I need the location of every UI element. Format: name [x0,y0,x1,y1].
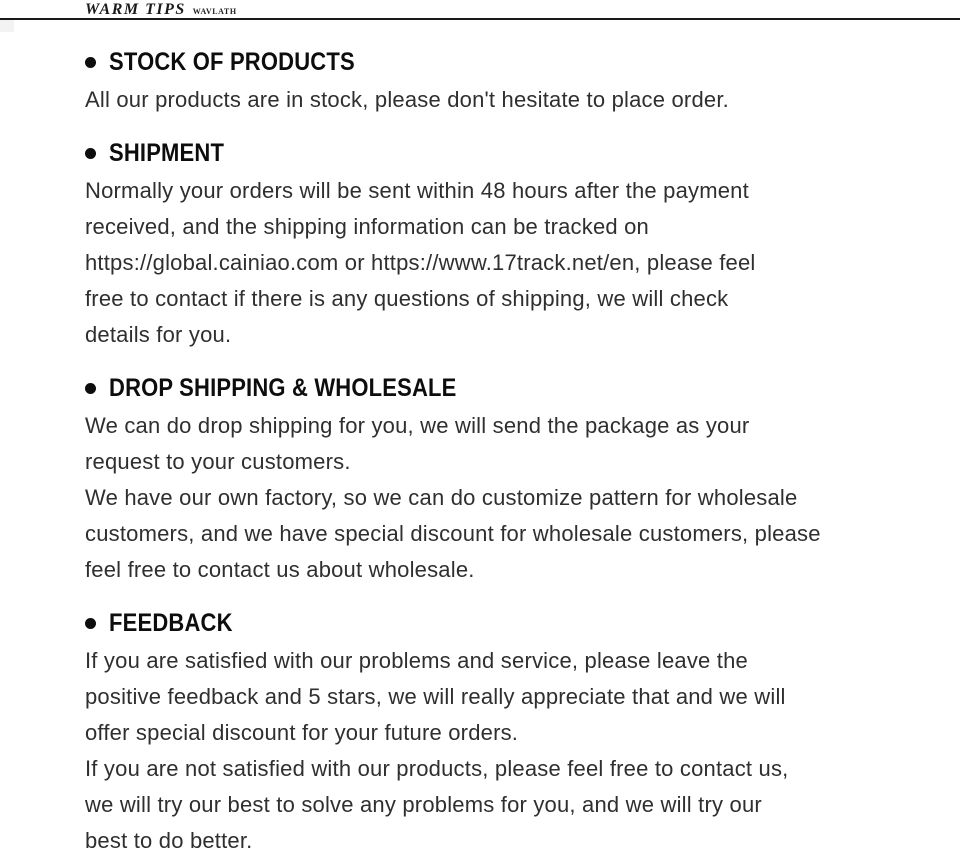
section-paragraph [85,82,945,118]
section-heading: SHIPMENT [109,138,225,167]
text-line: If you are satisfied with our problems and service, please leave the [85,648,748,673]
section-heading-row [85,608,945,638]
text-line: customers, and we have special discount for wholesale customers, please [85,521,821,546]
text-line: All our products are in stock, please don't hesitate to place order. [85,87,729,112]
section-paragraph [85,643,945,751]
section-heading-row [85,47,945,77]
section-heading-row [85,138,945,168]
text-line: we will try our best to solve any problems for you, and we will try our [85,792,762,817]
text-line: If you are not satisfied with our products, please feel free to contact us, [85,756,789,781]
section-stock-of-products [85,47,945,118]
text-line: free to contact if there is any questions of shipping, we will check [85,286,729,311]
section-heading-row [85,373,945,403]
text-line: Normally your orders will be sent within 48 hours after the payment [85,178,749,203]
section-heading: FEEDBACK [109,608,233,637]
section-drop-shipping-wholesale [85,373,945,588]
text-line: details for you. [85,322,232,347]
section-paragraph [85,173,945,353]
text-line: received, and the shipping information can be tracked on [85,214,649,239]
text-line: We have our own factory, so we can do customize pattern for wholesale [85,485,798,510]
section-paragraph [85,480,945,588]
text-line: positive feedback and 5 stars, we will really appreciate that and we will [85,684,786,709]
page-title: WARM TIPS [85,1,186,18]
section-heading: STOCK OF PRODUCTS [109,47,355,76]
bullet-icon [85,383,96,394]
text-line: best to do better. [85,828,253,853]
section-shipment [85,138,945,353]
text-line: feel free to contact us about wholesale. [85,557,475,582]
bullet-icon [85,148,96,159]
text-line: offer special discount for your future orders. [85,720,519,745]
section-heading: DROP SHIPPING & WHOLESALE [109,373,457,402]
section-paragraph [85,408,945,480]
page-header [0,0,960,18]
text-line: https://global.cainiao.com or https://www.17track.net/en, please feel [85,250,756,275]
tips-list [0,20,945,859]
text-line: request to your customers. [85,449,351,474]
section-feedback [85,608,945,859]
bullet-icon [85,57,96,68]
brand-name: WAVLATH [192,7,237,16]
text-line: We can do drop shipping for you, we will send the package as your [85,413,750,438]
section-paragraph [85,751,945,859]
bullet-icon [85,618,96,629]
scan-artifact [0,20,14,32]
